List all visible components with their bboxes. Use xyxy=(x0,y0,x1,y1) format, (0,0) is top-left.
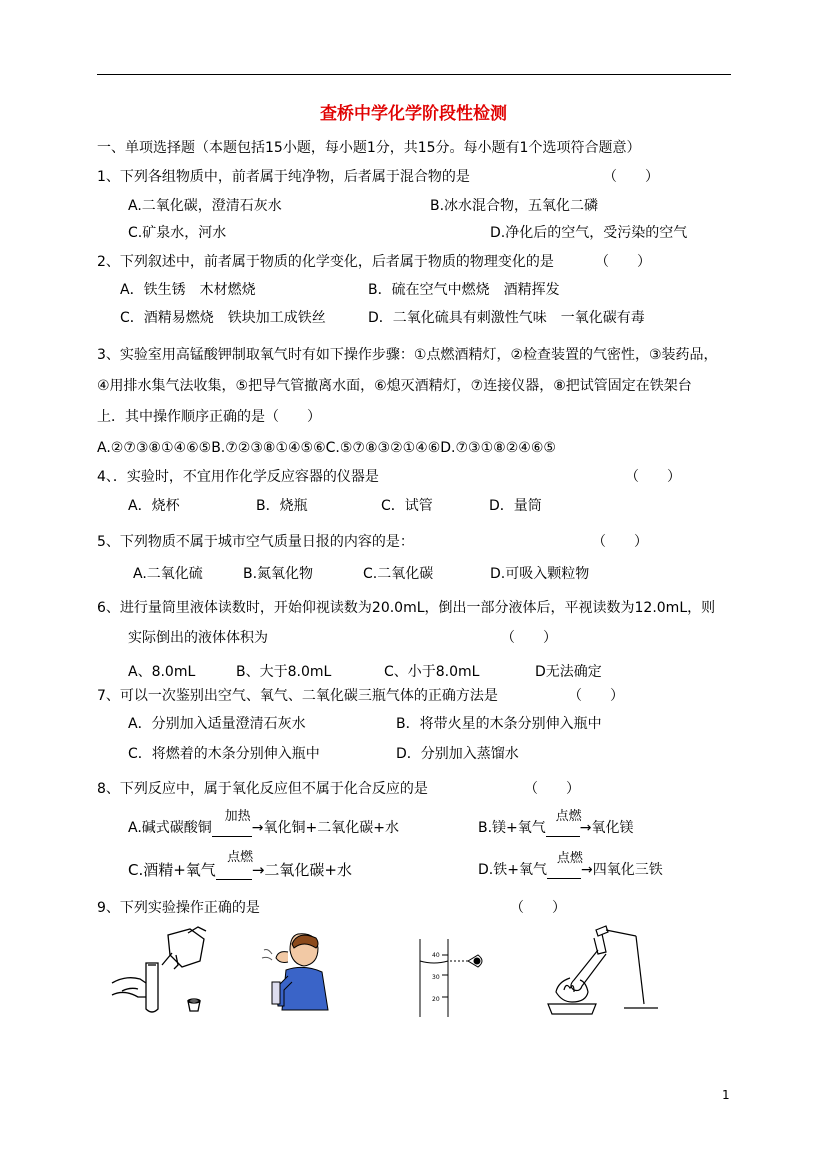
q3-options: A.②⑦③⑧①④⑥⑤B.⑦②③⑧①④⑤⑥C.⑤⑦⑧③②①④⑥D.⑦③①⑧②④⑥⑤ xyxy=(97,440,556,456)
section-heading: 一、单项选择题（本题包括15小题，每小题1分，共15分。每小题有1个选项符合题意） xyxy=(97,140,641,156)
page-title: 查桥中学化学阶段性检测 xyxy=(320,104,507,124)
q2-answer-paren: （ ） xyxy=(595,254,651,270)
q7-answer-paren: （ ） xyxy=(568,688,624,704)
boy-smelling-gas-illustration xyxy=(258,930,338,1012)
q5-answer-paren: （ ） xyxy=(592,534,648,550)
q6-option-b: B、大于8.0mL xyxy=(236,664,332,680)
q2-option-c: C．酒精易燃烧 铁块加工成铁丝 xyxy=(120,310,326,326)
q8-b-reactants: B.镁+氧气 xyxy=(478,820,546,836)
q8-d-arrow: 点燃 → xyxy=(547,862,593,879)
q4-stem: 4、．实验时，不宜用作化学反应容器的仪器是 xyxy=(97,469,379,485)
q8-b-products: 氧化镁 xyxy=(591,820,634,836)
q4-option-d: D．量筒 xyxy=(489,498,542,514)
q4-option-a: A．烧杯 xyxy=(128,498,180,514)
heating-test-tube-illustration xyxy=(540,922,660,1018)
q8-a-arrow: 加热 → xyxy=(212,820,264,837)
q8-answer-paren: （ ） xyxy=(524,781,580,797)
q3-line-3: 上．其中操作顺序正确的是（ ） xyxy=(97,409,321,425)
q2-option-d: D．二氧化硫具有刺激性气味 一氧化碳有毒 xyxy=(368,310,645,326)
q8-option-b xyxy=(478,809,634,837)
page-number: 1 xyxy=(722,1088,730,1102)
q1-stem: 1、下列各组物质中，前者属于纯净物，后者属于混合物的是 xyxy=(97,169,470,185)
q2-stem: 2、下列叙述中，前者属于物质的化学变化，后者属于物质的物理变化的是 xyxy=(97,254,554,270)
q6-answer-paren: （ ） xyxy=(501,630,557,646)
cylinder-reading-illustration xyxy=(414,935,494,1020)
q8-d-condition: 点燃 xyxy=(556,851,583,866)
q4-answer-paren: （ ） xyxy=(625,469,681,485)
q4-option-c: C．试管 xyxy=(381,498,433,514)
q8-c-condition: 点燃 xyxy=(227,850,254,865)
cylinder-scale-30: 30 xyxy=(432,974,440,981)
q6-line-1: 6、进行量筒里液体读数时，开始仰视读数为20.0mL，倒出一部分液体后，平视读数为12.0mL，则 xyxy=(97,600,716,616)
q8-option-a xyxy=(128,809,399,837)
q1-option-b: B.冰水混合物，五氧化二磷 xyxy=(430,198,599,214)
q5-option-b: B.氮氧化物 xyxy=(243,566,314,582)
q9-stem: 9、下列实验操作正确的是 xyxy=(97,900,260,916)
q1-option-a: A.二氧化碳，澄清石灰水 xyxy=(128,198,282,214)
q8-c-arrow: 点燃 → xyxy=(216,861,265,880)
q5-option-d: D.可吸入颗粒物 xyxy=(490,566,590,582)
q1-answer-paren: （ ） xyxy=(603,169,659,185)
q2-option-a: A．铁生锈 木材燃烧 xyxy=(120,282,256,298)
q8-d-reactants: D.铁+氧气 xyxy=(478,862,547,878)
pouring-liquid-illustration xyxy=(108,925,218,1017)
q2-option-b: B．硫在空气中燃烧 酒精挥发 xyxy=(368,282,560,298)
q6-option-d: D无法确定 xyxy=(535,664,602,680)
q8-stem: 8、下列反应中，属于氧化反应但不属于化合反应的是 xyxy=(97,781,428,797)
q4-option-b: B．烧瓶 xyxy=(256,498,308,514)
q3-line-2: ④用排水集气法收集，⑤把导气管撤离水面，⑥熄灭酒精灯，⑦连接仪器，⑧把试管固定在铁架台 xyxy=(97,378,692,394)
q5-stem: 5、下列物质不属于城市空气质量日报的内容的是： xyxy=(97,534,414,550)
q1-option-d: D.净化后的空气，受污染的空气 xyxy=(490,225,688,241)
q6-line-2: 实际倒出的液体体积为 xyxy=(128,630,268,646)
q7-option-a: A．分别加入适量澄清石灰水 xyxy=(128,716,306,732)
q8-c-products: 二氧化碳+水 xyxy=(264,861,352,879)
q8-a-products: 氧化铜+二氧化碳+水 xyxy=(263,820,399,836)
q1-option-c: C.矿泉水，河水 xyxy=(128,225,227,241)
q8-b-condition: 点燃 xyxy=(555,809,582,824)
q6-option-c: C、小于8.0mL xyxy=(384,664,480,680)
header-rule xyxy=(97,74,731,75)
q3-line-1: 3、实验室用高锰酸钾制取氧气时有如下操作步骤：①点燃酒精灯，②检查装置的气密性，③装药品， xyxy=(97,347,718,363)
q8-b-arrow: 点燃 → xyxy=(546,820,592,837)
q7-option-b: B．将带火星的木条分别伸入瓶中 xyxy=(396,716,602,732)
q6-option-a: A、8.0mL xyxy=(128,664,196,680)
q9-answer-paren: （ ） xyxy=(510,900,566,916)
q8-a-reactants: A.碱式碳酸铜 xyxy=(128,820,212,836)
q5-option-a: A.二氧化硫 xyxy=(133,566,203,582)
q8-a-condition: 加热 xyxy=(224,809,251,824)
q8-c-reactants: C.酒精+氧气 xyxy=(128,861,216,879)
q7-option-d: D．分别加入蒸馏水 xyxy=(396,746,519,762)
q5-option-c: C.二氧化碳 xyxy=(363,566,434,582)
q7-stem: 7、可以一次鉴别出空气、氧气、二氧化碳三瓶气体的正确方法是 xyxy=(97,688,498,704)
q8-option-c xyxy=(128,850,352,880)
cylinder-scale-20: 20 xyxy=(432,996,440,1003)
cylinder-scale-40: 40 xyxy=(432,952,440,959)
q7-option-c: C．将燃着的木条分别伸入瓶中 xyxy=(128,746,320,762)
q8-d-products: 四氧化三铁 xyxy=(592,862,663,878)
q8-option-d xyxy=(478,851,663,879)
